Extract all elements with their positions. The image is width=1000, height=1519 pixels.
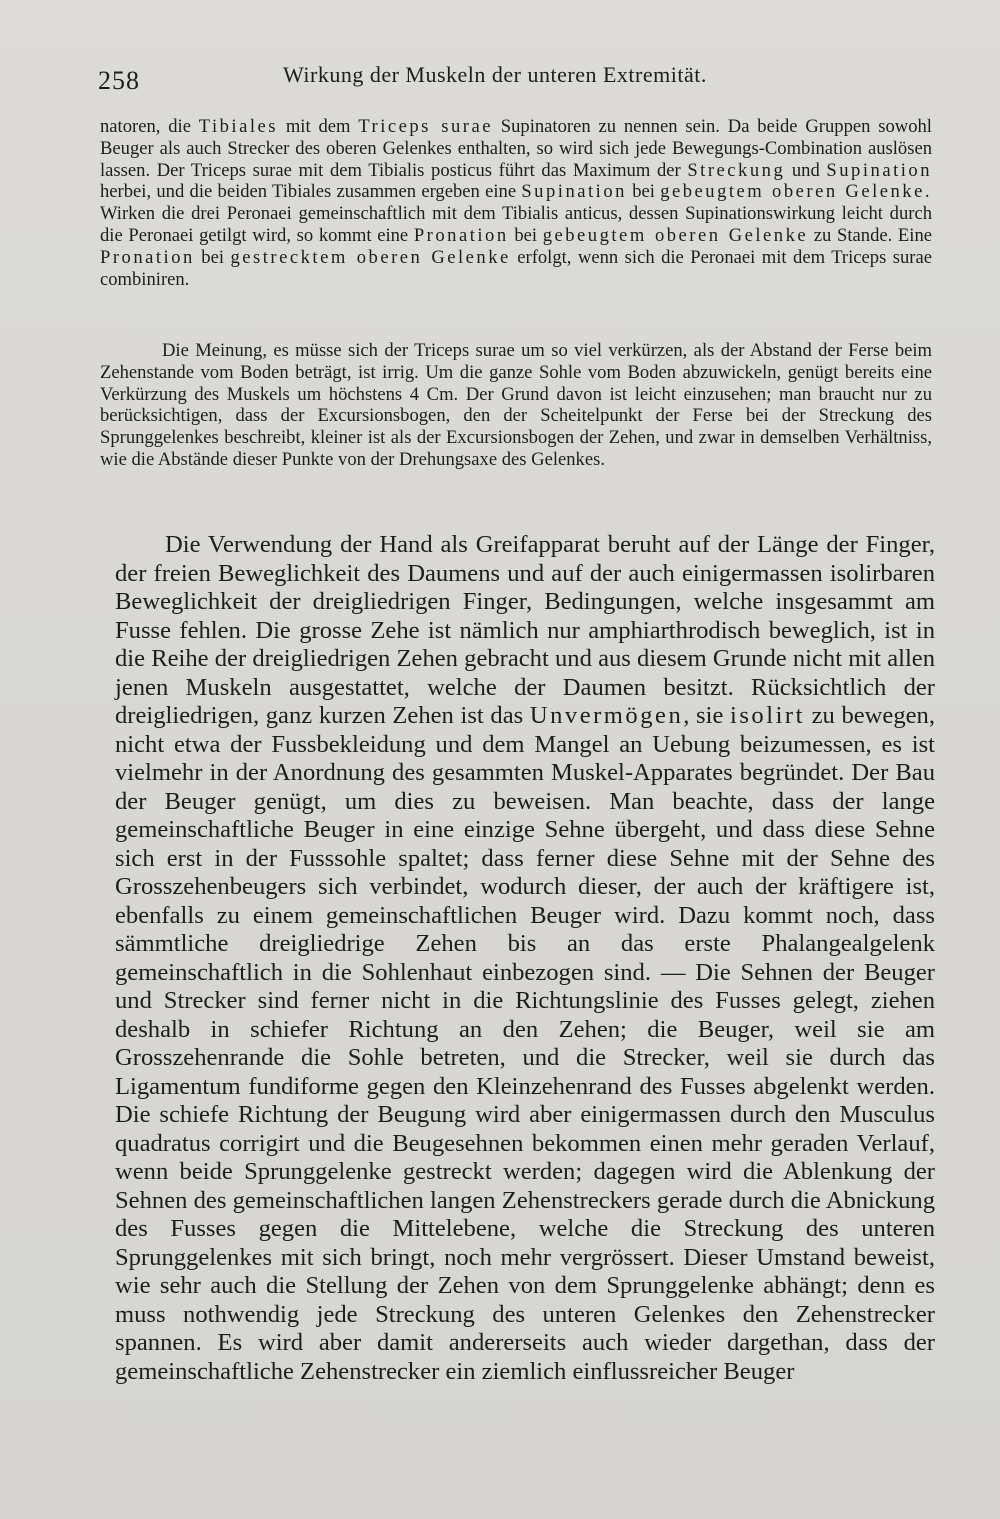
- running-head: Wirkung der Muskeln der unteren Extremität.: [283, 62, 707, 87]
- paragraph-text: natoren, die Tibiales mit dem Triceps surae Supinatoren zu nennen sein. Da beide Gruppen sowohl Beuger als auch Strecker des oberen Gelenkes enthalten, so wird sich jede Bewegungs-Combination auslösen lassen. Der Triceps surae mit dem Tibialis posticus führt das Maximum der Streckung und Supination herbei, und die beiden Tibiales zusammen ergeben eine Supination bei gebeugtem oberen Gelenke. Wirken die drei Peronaei gemeinschaftlich mit dem Tibialis anticus, dessen Supinationswirkung leicht durch die Peronaei getilgt wird, so kommt eine Pronation bei gebeugtem oberen Gelenke zu Stande. Eine Pronation bei gestrecktem oberen Gelenke erfolgt, wenn sich die Peronaei mit dem Triceps surae combiniren.: [100, 116, 933, 290]
- small-print-paragraph-1: [100, 116, 932, 290]
- paragraph-text: Die Meinung, es müsse sich der Triceps surae um so viel verkürzen, als der Abstand der Ferse beim Zehenstande vom Boden beträgt, ist irrig. Um die ganze Sohle vom Boden abzuwickeln, genügt bereits eine Verkürzung des Muskels um höchstens 4 Cm. Der Grund davon ist leicht einzusehen; man braucht nur zu berücksichtigen, dass der Excursionsbogen, den der Scheitelpunkt der Ferse bei der Streckung des Sprunggelenkes beschreibt, kleiner ist als der Excursionsbogen der Zehen, und zwar in demselben Verhältniss, wie die Abstände dieser Punkte von der Drehungsaxe des Gelenkes.: [100, 340, 932, 470]
- page-header: [98, 62, 938, 102]
- small-print-paragraph-2: [100, 340, 932, 471]
- main-paragraph: [115, 531, 935, 1386]
- paragraph-text: Die Verwendung der Hand als Greifapparat beruht auf der Länge der Finger, der freien Beweglichkeit des Daumens und auf der auch einigermassen isolirbaren Beweglichkeit der dreigliedrigen Finger, Bedingungen, welche insgesammt am Fusse fehlen. Die grosse Zehe ist nämlich nur amphiarthrodisch beweglich, ist in die Reihe der dreigliedrigen Zehen gebracht und aus diesem Grunde nicht mit allen jenen Muskeln ausgestattet, welche der Daumen besitzt. Rücksichtlich der dreigliedrigen, ganz kurzen Zehen ist das Unvermögen, sie isolirt zu bewegen, nicht etwa der Fussbekleidung und dem Mangel an Uebung beizumessen, es ist vielmehr in der Anordnung des gesammten Muskel-Apparates begründet. Der Bau der Beuger genügt, um dies zu beweisen. Man beachte, dass der lange gemeinschaftliche Beuger in eine einzige Sehne übergeht, und dass diese Sehne sich erst in der Fusssohle spaltet; dass ferner diese Sehne mit der Sehne des Grosszehenbeugers sich verbindet, wodurch dieser, der auch der kräftigere ist, ebenfalls zu einem gemeinschaftlichen Beuger wird. Dazu kommt noch, dass sämmtliche dreigliedrige Zehen bis an das erste Phalangealgelenk gemeinschaftlich in die Sohlenhaut einbezogen sind. — Die Sehnen der Beuger und Strecker sind ferner nicht in die Richtungslinie des Fusses gelegt, ziehen deshalb in schiefer Richtung an den Zehen; die Beuger, weil sie am Grosszehenrande die Sohle betreten, und die Strecker, weil sie durch das Ligamentum fundiforme gegen den Kleinzehenrand des Fusses abgelenkt werden. Die schiefe Richtung der Beugung wird aber einigermassen durch den Musculus quadratus corrigirt und die Beugesehnen bekommen einen mehr geraden Verlauf, wenn beide Sprunggelenke gestreckt werden; dagegen wird die Ablenkung der Sehnen des gemeinschaftlichen langen Zehenstreckers gerade durch die Abnickung des Fusses gegen die Mittelebene, welche die Streckung des unteren Sprunggelenkes mit sich bringt, noch mehr vergrössert. Dieser Umstand beweist, wie sehr auch die Stellung der Zehen von dem Sprunggelenke abhängt; denn es muss nothwendig jede Streckung des unteren Gelenkes den Zehenstrecker spannen. Es wird aber damit andererseits auch wieder dargethan, dass der gemeinschaftliche Zehenstrecker ein ziemlich einflussreicher Beuger: [115, 531, 935, 1385]
- page-number: 258: [98, 66, 140, 95]
